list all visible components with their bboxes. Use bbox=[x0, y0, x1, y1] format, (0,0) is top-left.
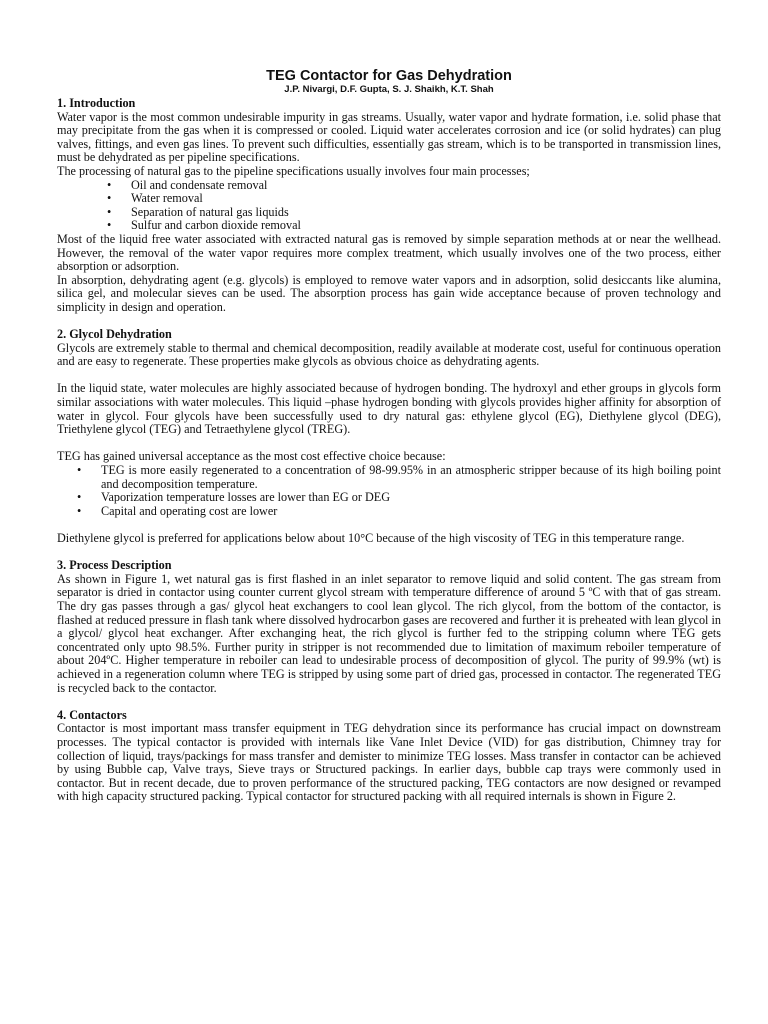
list-item-text: Oil and condensate removal bbox=[131, 177, 268, 192]
list-item-text: Capital and operating cost are lower bbox=[101, 503, 278, 518]
intro-paragraph-1: Water vapor is the most common undesirable impurity in gas streams. Usually, water vapor and hydrate formation, i.e. solid phase that may precipitate from the gas when it is compressed or cooled. Liquid water accelerates corrosion and ice (or solid hydrates) can plug valves, fittings, and even gas lines. To prevent such difficulties, essentially gas stream, which is to be transported in transmission lines, must be dehydrated as per pipeline specifications. bbox=[57, 109, 721, 165]
bullet-icon: • bbox=[107, 218, 112, 233]
paragraph-spacer bbox=[57, 437, 721, 451]
list-item bbox=[57, 192, 721, 206]
paragraph-spacer bbox=[57, 369, 721, 383]
bullet-icon: • bbox=[77, 503, 82, 518]
list-item bbox=[57, 491, 721, 505]
intro-paragraph-2: The processing of natural gas to the pipeline specifications usually involves four main processes; bbox=[57, 163, 530, 178]
list-item-text: Separation of natural gas liquids bbox=[131, 204, 289, 219]
glycol-paragraph-2: In the liquid state, water molecules are highly associated because of hydrogen bonding. The hydroxyl and ether groups in glycols form similar associations with water molecules. This liquid –phase hydrogen bonding with glycols provides higher affinity for absorption of water in glycol. Four glycols have been successfully used to dry natural gas: ethylene glycol (EG), Diethylene glycol (DEG), Triethylene glycol (TEG) and Tetraethylene glycol (TREG). bbox=[57, 381, 721, 437]
list-item bbox=[57, 464, 721, 491]
list-item-text: Sulfur and carbon dioxide removal bbox=[131, 218, 301, 233]
document-page bbox=[57, 68, 721, 804]
process-paragraph-1: As shown in Figure 1, wet natural gas is first flashed in an inlet separator to remove liquid and solid content. The gas stream from separator is dried in contactor using counter current glycol stream with temperature difference of around 5 ºC with that of gas stream. The dry gas passes through a gas/ glycol heat exchangers to cool lean glycol. The rich glycol, from the bottom of the contactor, is flashed at reduced pressure in flash tank where dissolved hydrocarbon gases are recovered and further it is preheated with lean glycol in a glycol/ glycol heat exchanger. After exchanging heat, the rich glycol is further fed to the stripping column where TEG gets concentrated only upto 98.5%. Further purity in stripper is not recommended due to limitation of maximum reboiler temperature of about 204ºC. Higher temperature in reboiler can lead to undesirable process of decomposition of glycol. The purity of 99.9% (wt) is achieved in a regeneration column where TEG is stripped by using some part of dried gas, processed in contactor. The regenerated TEG is recycled back to the contactor. bbox=[57, 571, 721, 695]
section-heading-introduction: 1. Introduction bbox=[57, 96, 136, 110]
document-title: TEG Contactor for Gas Dehydration bbox=[266, 68, 512, 84]
list-item bbox=[57, 219, 721, 233]
section-spacer bbox=[57, 315, 721, 329]
intro-process-list bbox=[57, 179, 721, 233]
section-heading-process-description: 3. Process Description bbox=[57, 558, 172, 573]
bullet-icon: • bbox=[107, 177, 112, 192]
bullet-icon: • bbox=[77, 463, 82, 478]
document-authors: J.P. Nivargi, D.F. Gupta, S. J. Shaikh, K.T. Shah bbox=[284, 84, 494, 95]
glycol-paragraph-1: Glycols are extremely stable to thermal and chemical decomposition, readily available at moderate cost, useful for continuous operation and are easy to regenerate. These properties make glycols as obvious choice as dehydrating agents. bbox=[57, 340, 721, 369]
bullet-icon: • bbox=[77, 490, 82, 505]
paragraph-spacer bbox=[57, 518, 721, 532]
bullet-icon: • bbox=[107, 191, 112, 206]
section-spacer bbox=[57, 546, 721, 560]
teg-advantages-list bbox=[57, 464, 721, 518]
bullet-icon: • bbox=[107, 204, 112, 219]
contactors-paragraph-1: Contactor is most important mass transfer equipment in TEG dehydration since its performance has crucial impact on downstream processes. The typical contactor is provided with internals like Vane Inlet Device (VID) for gas distribution, Chimney tray for collection of liquid, trays/packings for mass transfer and demister to minimize TEG losses. Mass transfer in contactor can be achieved by using Bubble cap, Valve trays, Sieve trays or Structured packings. In earlier days, bubble cap trays were commonly used in contactor. But in recent decade, due to proven performance of the structured packing, TEG contactors are now designed or revamped with high capacity structured packing. Typical contactor for structured packing with all required internals is shown in Figure 2. bbox=[57, 721, 721, 804]
section-spacer bbox=[57, 695, 721, 709]
list-item bbox=[57, 505, 721, 519]
list-item-text: Vaporization temperature losses are lower than EG or DEG bbox=[101, 490, 391, 505]
section-heading-contactors: 4. Contactors bbox=[57, 707, 127, 722]
list-item-text: Water removal bbox=[131, 191, 203, 206]
list-item bbox=[57, 206, 721, 220]
section-heading-glycol-dehydration: 2. Glycol Dehydration bbox=[57, 327, 172, 342]
glycol-paragraph-3: TEG has gained universal acceptance as the most cost effective choice because: bbox=[57, 449, 446, 464]
intro-paragraph-3: Most of the liquid free water associated with extracted natural gas is removed by simple separation methods at or near the wellhead. However, the removal of the water vapor requires more complex treatment, which usually involves one of the two process, either absorption or adsorption. bbox=[57, 231, 721, 274]
intro-paragraph-4: In absorption, dehydrating agent (e.g. glycols) is employed to remove water vapors and in adsorption, solid desiccants like alumina, silica gel, and molecular sieves can be used. The absorption process has gain wide acceptance because of proven technology and simplicity in design and operation. bbox=[57, 272, 721, 314]
glycol-paragraph-4: Diethylene glycol is preferred for applications below about 10°C because of the high viscosity of TEG in this temperature range. bbox=[57, 531, 685, 545]
list-item-text: TEG is more easily regenerated to a concentration of 98-99.95% in an atmospheric stripper because of its high boiling point and decomposition temperature. bbox=[101, 463, 721, 491]
list-item bbox=[57, 179, 721, 193]
